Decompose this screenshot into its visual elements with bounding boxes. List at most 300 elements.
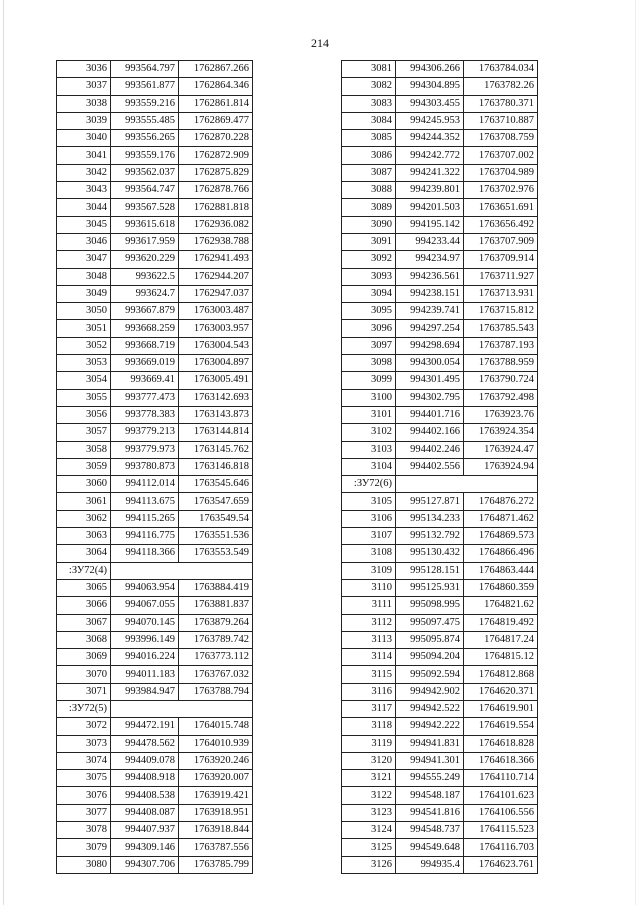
point-number-cell: 3072 — [57, 718, 111, 735]
y-coordinate-cell: 1763792.498 — [464, 389, 538, 406]
point-number-cell: 3077 — [57, 804, 111, 821]
coordinates-table-left — [56, 60, 253, 874]
x-coordinate-cell: 993555.485 — [111, 112, 179, 129]
y-coordinate-cell: 1762875.829 — [179, 164, 253, 181]
x-coordinate-cell: 994304.895 — [396, 78, 464, 95]
y-coordinate-cell: 1763789.742 — [179, 631, 253, 648]
point-number-cell: 3091 — [342, 233, 396, 250]
point-number-cell: 3090 — [342, 216, 396, 233]
table-row — [342, 441, 538, 458]
table-row — [342, 856, 538, 873]
x-coordinate-cell: 993561.877 — [111, 78, 179, 95]
x-coordinate-cell: 993779.213 — [111, 424, 179, 441]
table-row — [342, 597, 538, 614]
table-row — [342, 770, 538, 787]
table-row — [57, 406, 253, 423]
x-coordinate-cell: 994116.775 — [111, 528, 179, 545]
x-coordinate-cell: 994241.322 — [396, 164, 464, 181]
point-number-cell: 3039 — [57, 112, 111, 129]
point-number-cell: 3081 — [342, 61, 396, 78]
point-number-cell: 3079 — [57, 839, 111, 856]
y-coordinate-cell: 1763651.691 — [464, 199, 538, 216]
point-number-cell: 3102 — [342, 424, 396, 441]
y-coordinate-cell: 1763709.914 — [464, 251, 538, 268]
y-coordinate-cell: 1764869.573 — [464, 528, 538, 545]
x-coordinate-cell: 994112.014 — [111, 476, 179, 493]
table-row — [57, 130, 253, 147]
point-number-cell: 3118 — [342, 718, 396, 735]
y-coordinate-cell: 1763145.762 — [179, 441, 253, 458]
table-row — [57, 78, 253, 95]
y-coordinate-cell: 1763144.814 — [179, 424, 253, 441]
point-number-cell: 3108 — [342, 545, 396, 562]
x-coordinate-cell: 994302.795 — [396, 389, 464, 406]
y-coordinate-cell: 1762941.493 — [179, 251, 253, 268]
y-coordinate-cell: 1764817.24 — [464, 631, 538, 648]
point-number-cell: 3086 — [342, 147, 396, 164]
x-coordinate-cell: 994113.675 — [111, 493, 179, 510]
point-number-cell: 3062 — [57, 510, 111, 527]
x-coordinate-cell: 994238.151 — [396, 285, 464, 302]
table-row — [342, 822, 538, 839]
table-row — [57, 441, 253, 458]
y-coordinate-cell: 1763924.47 — [464, 441, 538, 458]
table-row — [57, 683, 253, 700]
table-row — [57, 735, 253, 752]
point-number-cell: 3083 — [342, 95, 396, 112]
x-coordinate-cell: 993564.797 — [111, 61, 179, 78]
y-coordinate-cell: 1763785.543 — [464, 320, 538, 337]
point-number-cell: 3040 — [57, 130, 111, 147]
point-number-cell: 3105 — [342, 493, 396, 510]
y-coordinate-cell: 1763004.543 — [179, 337, 253, 354]
x-coordinate-cell: 994016.224 — [111, 649, 179, 666]
x-coordinate-cell: 994297.254 — [396, 320, 464, 337]
y-coordinate-cell: 1763787.556 — [179, 839, 253, 856]
y-coordinate-cell: 1764618.828 — [464, 735, 538, 752]
x-coordinate-cell: 993617.959 — [111, 233, 179, 250]
point-number-cell: 3051 — [57, 320, 111, 337]
point-number-cell: 3054 — [57, 372, 111, 389]
table-row — [342, 251, 538, 268]
x-coordinate-cell: 994303.455 — [396, 95, 464, 112]
point-number-cell: 3055 — [57, 389, 111, 406]
y-coordinate-cell: 1764623.761 — [464, 856, 538, 873]
x-coordinate-cell: 993778.383 — [111, 406, 179, 423]
y-coordinate-cell: 1763924.354 — [464, 424, 538, 441]
y-coordinate-cell: 1763785.799 — [179, 856, 253, 873]
point-number-cell: 3044 — [57, 199, 111, 216]
table-row — [342, 649, 538, 666]
y-coordinate-cell: 1764619.901 — [464, 700, 538, 717]
y-coordinate-cell: 1764116.703 — [464, 839, 538, 856]
x-coordinate-cell: 993779.973 — [111, 441, 179, 458]
x-coordinate-cell: 994942.902 — [396, 683, 464, 700]
x-coordinate-cell: 994244.352 — [396, 130, 464, 147]
y-coordinate-cell: 1763656.492 — [464, 216, 538, 233]
y-coordinate-cell: 1763920.246 — [179, 752, 253, 769]
x-coordinate-cell: 994408.538 — [111, 787, 179, 804]
y-coordinate-cell: 1763708.759 — [464, 130, 538, 147]
y-coordinate-cell: 1763702.976 — [464, 182, 538, 199]
y-coordinate-cell: 1762936.082 — [179, 216, 253, 233]
point-number-cell: 3109 — [342, 562, 396, 579]
point-number-cell: 3056 — [57, 406, 111, 423]
point-number-cell: 3050 — [57, 303, 111, 320]
x-coordinate-cell: 994307.706 — [111, 856, 179, 873]
point-number-cell: 3126 — [342, 856, 396, 873]
point-number-cell: 3084 — [342, 112, 396, 129]
coordinates-table-right — [341, 60, 538, 874]
y-coordinate-cell: 1763707.909 — [464, 233, 538, 250]
y-coordinate-cell: 1763918.951 — [179, 804, 253, 821]
table-row — [342, 666, 538, 683]
table-row — [57, 285, 253, 302]
table-row — [57, 856, 253, 873]
table-row — [57, 649, 253, 666]
y-coordinate-cell: 1763713.931 — [464, 285, 538, 302]
x-coordinate-cell: 993556.265 — [111, 130, 179, 147]
x-coordinate-cell: 995094.204 — [396, 649, 464, 666]
point-number-cell: 3094 — [342, 285, 396, 302]
y-coordinate-cell: 1763004.897 — [179, 355, 253, 372]
y-coordinate-cell: 1762878.766 — [179, 182, 253, 199]
y-coordinate-cell: 1764010.939 — [179, 735, 253, 752]
y-coordinate-cell: 1763711.927 — [464, 268, 538, 285]
table-row — [342, 579, 538, 596]
coordinates-table-left-body — [57, 61, 253, 874]
table-row — [342, 233, 538, 250]
point-number-cell: 3080 — [57, 856, 111, 873]
y-coordinate-cell: 1762938.788 — [179, 233, 253, 250]
y-coordinate-cell: 1763787.193 — [464, 337, 538, 354]
table-row — [57, 528, 253, 545]
point-number-cell: 3046 — [57, 233, 111, 250]
table-row — [342, 78, 538, 95]
table-row — [57, 372, 253, 389]
y-coordinate-cell: 1764106.556 — [464, 804, 538, 821]
x-coordinate-cell: 993667.879 — [111, 303, 179, 320]
table-row — [342, 164, 538, 181]
point-number-cell: 3064 — [57, 545, 111, 562]
table-row — [57, 770, 253, 787]
scan-edge-left — [3, 0, 4, 905]
point-number-cell: 3115 — [342, 666, 396, 683]
point-number-cell: 3125 — [342, 839, 396, 856]
x-coordinate-cell: 994301.495 — [396, 372, 464, 389]
table-row — [342, 199, 538, 216]
table-row — [57, 216, 253, 233]
table-row — [57, 337, 253, 354]
table-row — [342, 406, 538, 423]
point-number-cell: 3075 — [57, 770, 111, 787]
y-coordinate-cell: 1764618.366 — [464, 752, 538, 769]
table-row — [57, 839, 253, 856]
table-row — [342, 424, 538, 441]
x-coordinate-cell: 993564.747 — [111, 182, 179, 199]
x-coordinate-cell: 994234.97 — [396, 251, 464, 268]
point-number-cell: 3082 — [342, 78, 396, 95]
y-coordinate-cell: 1763005.491 — [179, 372, 253, 389]
table-row — [342, 320, 538, 337]
table-row — [57, 268, 253, 285]
point-number-cell: 3069 — [57, 649, 111, 666]
x-coordinate-cell: 994541.816 — [396, 804, 464, 821]
y-coordinate-cell: 1762867.266 — [179, 61, 253, 78]
y-coordinate-cell: 1763715.812 — [464, 303, 538, 320]
table-row — [57, 545, 253, 562]
point-number-cell: 3103 — [342, 441, 396, 458]
x-coordinate-cell: 993624.7 — [111, 285, 179, 302]
x-coordinate-cell: 994408.087 — [111, 804, 179, 821]
table-row — [342, 337, 538, 354]
y-coordinate-cell: 1763003.957 — [179, 320, 253, 337]
table-row — [342, 718, 538, 735]
table-row — [57, 493, 253, 510]
y-coordinate-cell: 1764110.714 — [464, 770, 538, 787]
point-number-cell: 3045 — [57, 216, 111, 233]
point-number-cell: 3104 — [342, 458, 396, 475]
x-coordinate-cell: 993668.259 — [111, 320, 179, 337]
x-coordinate-cell: 994401.716 — [396, 406, 464, 423]
table-row — [342, 372, 538, 389]
x-coordinate-cell: 994239.741 — [396, 303, 464, 320]
x-coordinate-cell: 993562.037 — [111, 164, 179, 181]
point-number-cell: 3099 — [342, 372, 396, 389]
table-row — [342, 389, 538, 406]
y-coordinate-cell: 1764812.868 — [464, 666, 538, 683]
point-number-cell: 3041 — [57, 147, 111, 164]
y-coordinate-cell: 1764866.496 — [464, 545, 538, 562]
table-row — [342, 631, 538, 648]
y-coordinate-cell: 1763547.659 — [179, 493, 253, 510]
point-number-cell: 3049 — [57, 285, 111, 302]
point-number-cell: 3100 — [342, 389, 396, 406]
point-number-cell: 3043 — [57, 182, 111, 199]
point-number-cell: 3059 — [57, 458, 111, 475]
table-row — [342, 735, 538, 752]
x-coordinate-cell: 994941.301 — [396, 752, 464, 769]
point-number-cell: 3110 — [342, 579, 396, 596]
table-row — [57, 631, 253, 648]
point-number-cell: 3096 — [342, 320, 396, 337]
x-coordinate-cell: 994407.937 — [111, 822, 179, 839]
x-coordinate-cell: 994239.801 — [396, 182, 464, 199]
point-number-cell: 3098 — [342, 355, 396, 372]
x-coordinate-cell: 994549.648 — [396, 839, 464, 856]
point-number-cell: 3047 — [57, 251, 111, 268]
x-coordinate-cell: 995127.871 — [396, 493, 464, 510]
y-coordinate-cell: 1763553.549 — [179, 545, 253, 562]
y-coordinate-cell: 1764821.62 — [464, 597, 538, 614]
x-coordinate-cell: 994942.222 — [396, 718, 464, 735]
x-coordinate-cell: 994555.249 — [396, 770, 464, 787]
point-number-cell: 3036 — [57, 61, 111, 78]
point-number-cell: 3061 — [57, 493, 111, 510]
table-row — [342, 112, 538, 129]
x-coordinate-cell: 994935.4 — [396, 856, 464, 873]
table-row — [342, 804, 538, 821]
table-row — [57, 147, 253, 164]
y-coordinate-cell: 1763773.112 — [179, 649, 253, 666]
x-coordinate-cell: 995092.594 — [396, 666, 464, 683]
point-number-cell: 3088 — [342, 182, 396, 199]
x-coordinate-cell: 995125.931 — [396, 579, 464, 596]
table-row — [342, 787, 538, 804]
point-number-cell: 3093 — [342, 268, 396, 285]
table-row — [342, 182, 538, 199]
table-row — [57, 458, 253, 475]
x-coordinate-cell: 994011.183 — [111, 666, 179, 683]
table-row — [57, 233, 253, 250]
page-number: 214 — [311, 36, 329, 50]
x-coordinate-cell: 994941.831 — [396, 735, 464, 752]
point-number-cell: 3116 — [342, 683, 396, 700]
x-coordinate-cell: 993567.528 — [111, 199, 179, 216]
table-row — [57, 355, 253, 372]
x-coordinate-cell: 994402.556 — [396, 458, 464, 475]
point-number-cell: 3076 — [57, 787, 111, 804]
point-number-cell: 3073 — [57, 735, 111, 752]
table-row — [342, 216, 538, 233]
table-row — [342, 285, 538, 302]
x-coordinate-cell: 994115.265 — [111, 510, 179, 527]
point-number-cell: 3053 — [57, 355, 111, 372]
table-row — [57, 822, 253, 839]
y-coordinate-cell: 1763788.959 — [464, 355, 538, 372]
x-coordinate-cell: 994298.694 — [396, 337, 464, 354]
point-number-cell: 3067 — [57, 614, 111, 631]
x-coordinate-cell: 994472.191 — [111, 718, 179, 735]
y-coordinate-cell: 1763788.794 — [179, 683, 253, 700]
y-coordinate-cell: 1763923.76 — [464, 406, 538, 423]
x-coordinate-cell: 995130.432 — [396, 545, 464, 562]
x-coordinate-cell: 993984.947 — [111, 683, 179, 700]
section-empty-cell — [111, 700, 253, 717]
x-coordinate-cell: 994402.166 — [396, 424, 464, 441]
point-number-cell: 3074 — [57, 752, 111, 769]
table-row — [342, 147, 538, 164]
table-row — [57, 579, 253, 596]
table-row — [57, 199, 253, 216]
point-number-cell: 3057 — [57, 424, 111, 441]
x-coordinate-cell: 993669.41 — [111, 372, 179, 389]
point-number-cell: 3052 — [57, 337, 111, 354]
point-number-cell: 3107 — [342, 528, 396, 545]
x-coordinate-cell: 994242.772 — [396, 147, 464, 164]
table-row — [57, 510, 253, 527]
y-coordinate-cell: 1763879.264 — [179, 614, 253, 631]
point-number-cell: 3063 — [57, 528, 111, 545]
point-number-cell: 3089 — [342, 199, 396, 216]
section-row — [57, 562, 253, 579]
x-coordinate-cell: 994067.055 — [111, 597, 179, 614]
section-label: :ЗУ72(4) — [57, 562, 111, 579]
point-number-cell: 3120 — [342, 752, 396, 769]
point-number-cell: 3087 — [342, 164, 396, 181]
table-row — [342, 493, 538, 510]
y-coordinate-cell: 1764619.554 — [464, 718, 538, 735]
table-row — [57, 424, 253, 441]
x-coordinate-cell: 995134.233 — [396, 510, 464, 527]
x-coordinate-cell: 994306.266 — [396, 61, 464, 78]
x-coordinate-cell: 994201.503 — [396, 199, 464, 216]
section-row — [57, 700, 253, 717]
y-coordinate-cell: 1763881.837 — [179, 597, 253, 614]
y-coordinate-cell: 1764819.492 — [464, 614, 538, 631]
y-coordinate-cell: 1763784.034 — [464, 61, 538, 78]
x-coordinate-cell: 993996.149 — [111, 631, 179, 648]
y-coordinate-cell: 1763780.371 — [464, 95, 538, 112]
y-coordinate-cell: 1764620.371 — [464, 683, 538, 700]
point-number-cell: 3123 — [342, 804, 396, 821]
table-row — [342, 355, 538, 372]
x-coordinate-cell: 994409.078 — [111, 752, 179, 769]
y-coordinate-cell: 1764115.523 — [464, 822, 538, 839]
y-coordinate-cell: 1762881.818 — [179, 199, 253, 216]
table-row — [342, 510, 538, 527]
x-coordinate-cell: 993559.176 — [111, 147, 179, 164]
x-coordinate-cell: 995132.792 — [396, 528, 464, 545]
section-label: :ЗУ72(6) — [342, 476, 396, 493]
scan-edge-right — [635, 0, 636, 905]
table-row — [342, 839, 538, 856]
x-coordinate-cell: 994942.522 — [396, 700, 464, 717]
section-label: :ЗУ72(5) — [57, 700, 111, 717]
point-number-cell: 3122 — [342, 787, 396, 804]
table-row — [57, 320, 253, 337]
point-number-cell: 3095 — [342, 303, 396, 320]
x-coordinate-cell: 994309.146 — [111, 839, 179, 856]
y-coordinate-cell: 1763545.646 — [179, 476, 253, 493]
point-number-cell: 3111 — [342, 597, 396, 614]
y-coordinate-cell: 1764815.12 — [464, 649, 538, 666]
y-coordinate-cell: 1763003.487 — [179, 303, 253, 320]
table-row — [57, 666, 253, 683]
section-row — [342, 476, 538, 493]
table-row — [342, 562, 538, 579]
y-coordinate-cell: 1763710.887 — [464, 112, 538, 129]
point-number-cell: 3038 — [57, 95, 111, 112]
table-row — [57, 95, 253, 112]
x-coordinate-cell: 993559.216 — [111, 95, 179, 112]
section-empty-cell — [396, 476, 538, 493]
point-number-cell: 3124 — [342, 822, 396, 839]
x-coordinate-cell: 994408.918 — [111, 770, 179, 787]
y-coordinate-cell: 1763884.419 — [179, 579, 253, 596]
y-coordinate-cell: 1764871.462 — [464, 510, 538, 527]
point-number-cell: 3060 — [57, 476, 111, 493]
point-number-cell: 3042 — [57, 164, 111, 181]
x-coordinate-cell: 993622.5 — [111, 268, 179, 285]
x-coordinate-cell: 993669.019 — [111, 355, 179, 372]
point-number-cell: 3085 — [342, 130, 396, 147]
y-coordinate-cell: 1763549.54 — [179, 510, 253, 527]
table-row — [342, 458, 538, 475]
x-coordinate-cell: 994245.953 — [396, 112, 464, 129]
x-coordinate-cell: 993668.719 — [111, 337, 179, 354]
point-number-cell: 3048 — [57, 268, 111, 285]
table-row — [57, 251, 253, 268]
y-coordinate-cell: 1764860.359 — [464, 579, 538, 596]
table-row — [342, 614, 538, 631]
y-coordinate-cell: 1762861.814 — [179, 95, 253, 112]
x-coordinate-cell: 995128.151 — [396, 562, 464, 579]
point-number-cell: 3113 — [342, 631, 396, 648]
table-row — [342, 61, 538, 78]
table-row — [342, 95, 538, 112]
table-row — [342, 130, 538, 147]
